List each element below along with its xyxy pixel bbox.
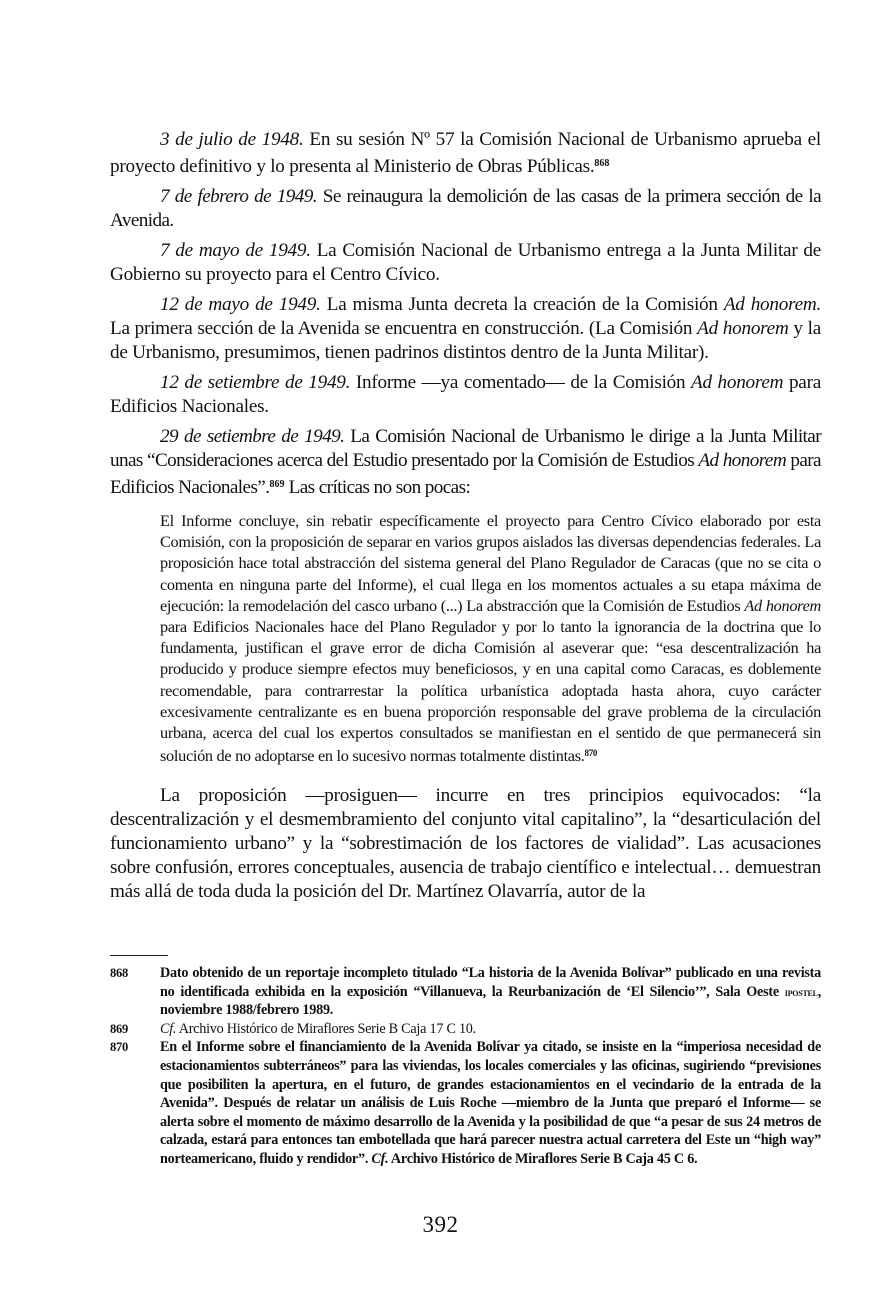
entry-date: 3 de julio de 1948.: [160, 129, 304, 150]
paragraph-1949-09-29: 29 de setiembre de 1949. La Comisión Nacional de Urbanismo le dirige a la Junta Militar unas “Consideraciones acerca del Estudio presentado por la Comisión de Estudios Ad honorem para Edificios Nacionales”.$^{869}$ Las críticas no son pocas:: [110, 426, 821, 498]
footnote-ref-869[interactable]: 869: [269, 479, 285, 490]
footnote-number: 868: [110, 966, 128, 980]
entry-date: 7 de febrero de 1949.: [160, 186, 317, 207]
entry-date: 12 de setiembre de 1949.: [160, 372, 351, 393]
footnote-868: [110, 964, 821, 1020]
page-number: 392: [422, 1212, 459, 1237]
paragraph-1949-05-12: 12 de mayo de 1949. La misma Junta decreta la creación de la Comisión Ad honorem. La primera sección de la Avenida se encuentra en construcción. (La Comisión Ad honorem y la de Urbanismo, presumimos, tienen padrinos distintos dentro de la Junta Militar).: [110, 294, 821, 363]
block-quote: El Informe concluye, sin rebatir específicamente el proyecto para Centro Cívico elaborado por esta Comisión, con la proposición de separar en varios grupos aislados las diversas dependencias federales. La proposición hace total abstracción del sistema general del Plano Regulador de Caracas (que no se cita o comenta en ninguna parte del Informe), el cual llega en los momentos actuales a su etapa máxima de ejecución: la remodelación del casco urbano (...) La abstracción que la Comisión de Estudios Ad honorem para Edificios Nacionales hace del Plano Regulador y por lo tanto la ignorancia de la doctrina que lo fundamenta, justifican el grave error de dicha Comisión al aseverar que: “esa descentralización ha producido y produce siempre efectos muy beneficiosos, y en una capital como Caracas, es doblemente recomendable, para contrarrestar la política urbanística adoptada hasta ahora, cuyo carácter excesivamente centralizante es en buena proporción responsable del grave problema de la circulación urbana, acerca del cual los expertos consultados se manifiestan en el sentido de que permanecerá sin solución de no adoptarse en lo sucesivo normas totalmente distintas.$^{870}$: [160, 511, 821, 766]
footnote-869: [110, 1020, 821, 1039]
paragraph-1949-05-07: 7 de mayo de 1949. La Comisión Nacional de Urbanismo entrega a la Junta Militar de Gobierno su proyecto para el Centro Cívico.: [110, 240, 821, 285]
footnotes: [110, 964, 821, 1169]
closing-paragraph: La proposición —prosiguen— incurre en tres principios equivocados: “la descentralización y el desmembramiento del conjunto vital capitalino”, la “desarticulación del funcionamiento urbano” y la “sobrestimación de los factores de vialidad”. Las acusaciones sobre confusión, errores conceptuales, ausencia de trabajo científico e intelectual… demuestran más allá de toda duda la posición del Dr. Martínez Olavarría, autor de la: [110, 785, 821, 903]
footnote-separator: [110, 955, 168, 956]
entry-date: 12 de mayo de 1949.: [160, 294, 321, 315]
footnote-text: En el Informe sobre el financiamiento de la Avenida Bolívar ya citado, se insiste en la “imperiosa necesidad de estacionamientos subterráneos” para las viviendas, los locales comerciales y las oficinas, sugiriendo “previsiones que posibiliten la apertura, en el futuro, de grandes estacionamientos en el vecindario de la entrada de la Avenida”. Después de relatar un análisis de Luis Roche —miembro de la Junta que preparó el Informe— se alerta sobre el momento de máximo desarrollo de la Avenida y la posibilidad de que “a pesar de sus 24 metros de calzada, estará para entonces tan embotellada que hará parecer nuestra actual carretera del Este un “high way” norteamericano, fluido y rendidor”. Cf. Archivo Histórico de Miraflores Serie B Caja 45 C 6.: [160, 1039, 821, 1167]
footnote-text: Cf. Archivo Histórico de Miraflores Serie B Caja 17 C 10.: [160, 1020, 476, 1037]
footnote-ref-868[interactable]: 868: [594, 158, 610, 169]
paragraph-1948-07-03: 3 de julio de 1948. En su sesión Nº 57 la Comisión Nacional de Urbanismo aprueba el proyecto definitivo y lo presenta al Ministerio de Obras Públicas.$^{868}$: [110, 129, 821, 177]
paragraph-1949-02-07: 7 de febrero de 1949. Se reinaugura la demolición de las casas de la primera sección de la Avenida.: [110, 186, 821, 231]
footnote-ref-870[interactable]: 870: [584, 748, 598, 759]
footnote-number: 869: [110, 1021, 128, 1036]
main-text: [110, 128, 821, 910]
footnote-870: [110, 1038, 821, 1168]
entry-date: 7 de mayo de 1949.: [160, 240, 311, 261]
paragraph-1949-09-12: 12 de setiembre de 1949. Informe —ya comentado— de la Comisión Ad honorem para Edificios Nacionales.: [110, 372, 821, 417]
entry-date: 29 de setiembre de 1949.: [160, 426, 345, 447]
footnote-number: 870: [110, 1040, 128, 1055]
footnote-text: Dato obtenido de un reportaje incompleto titulado “La historia de la Avenida Bolívar” publicado en una revista no identificada exhibida en la exposición “Villanueva, la Reurbanización de ‘El Silencio’”, Sala Oeste ipostel, noviembre 1988/febrero 1989.: [160, 965, 821, 1019]
